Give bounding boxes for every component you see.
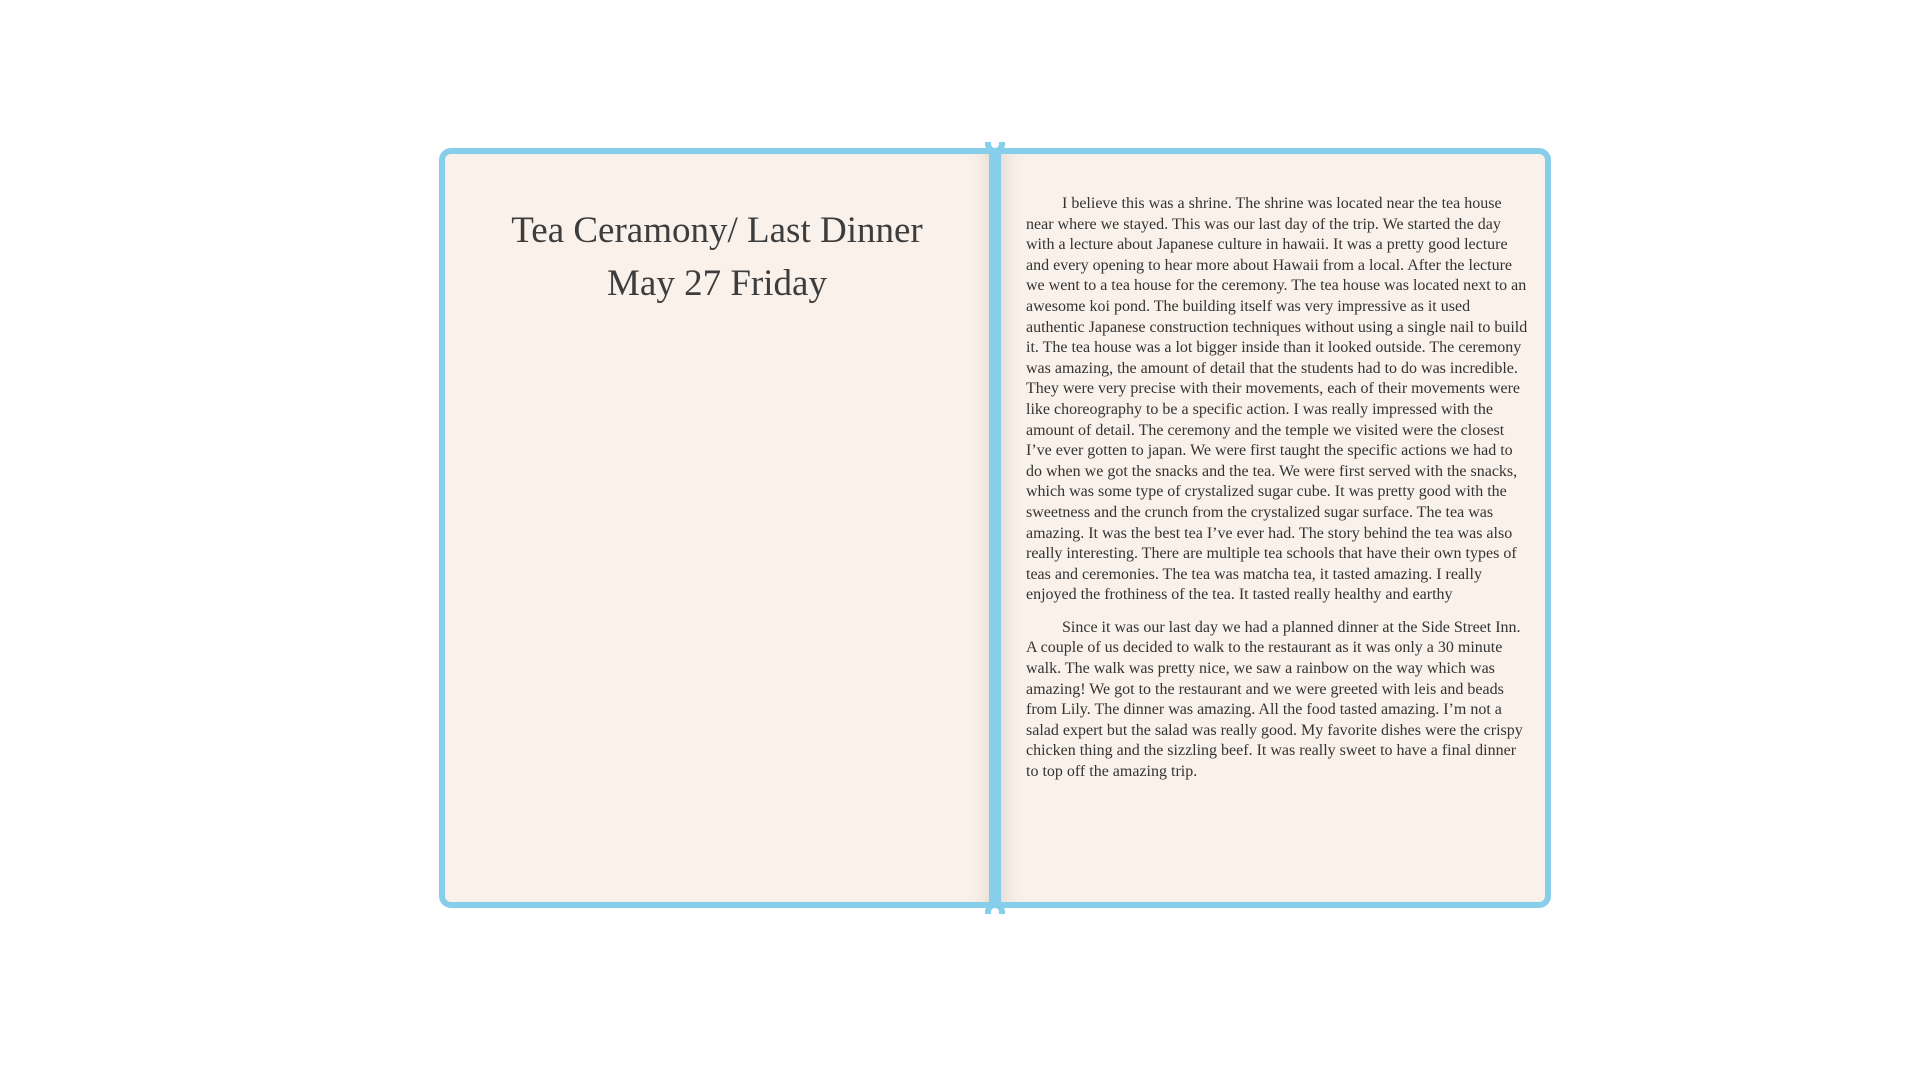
right-page[interactable] [995, 148, 1551, 908]
journal-book [439, 148, 1551, 908]
entry-date: May 27 Friday [607, 263, 827, 304]
page-title [445, 204, 989, 310]
paragraph-tea-ceremony: I believe this was a shrine. The shrine was located near the tea house near where we stayed. This was our last day of the trip. We started the day with a lecture about Japanese culture in hawaii. It was a pretty good lecture and every opening to hear more about Hawaii from a local. After the lecture we went to a tea house for the ceremony. The tea house was located next to an awesome koi pond. The building itself was very impressive as it used authentic Japanese construction techniques without using a single nail to build it. The tea house was a lot bigger inside than it looked outside. The ceremony was amazing, the amount of detail that the students had to do was incredible. They were very precise with their movements, each of their movements were like choreography to be a specific action. I was really impressed with the amount of detail. The ceremony and the temple we visited were the closest I’ve ever gotten to japan. We were first taught the specific actions we had to do when we got the snacks and the tea. We were first served with the snacks, which was some type of crystalized sugar cube. It was pretty good with the sweetness and the crunch from the crystalized sugar surface. The tea was amazing. It was the best tea I’ve ever had. The story behind the tea was also really interesting. There are multiple tea schools that have their own types of teas and ceremonies. The tea was matcha tea, it tasted amazing. I really enjoyed the frothiness of the tea. It tasted really healthy and earthy [1026, 195, 1528, 604]
paragraph-last-dinner: Since it was our last day we had a planned dinner at the Side Street Inn. A couple of us decided to walk to the restaurant as it was only a 30 minute walk. The walk was pretty nice, we saw a rainbow on the way which was amazing! We got to the restaurant and we were greeted with leis and beads from Lily. The dinner was amazing. All the food tasted amazing. I’m not a salad expert but the salad was really good. My favorite dishes were the crispy chicken thing and the sizzling beef. It was really sweet to have a final dinner to top off the amazing trip. [1026, 618, 1523, 781]
entry-title: Tea Ceramony/ Last Dinner [511, 210, 923, 251]
journal-text [1026, 194, 1531, 795]
left-page[interactable] [439, 148, 995, 908]
